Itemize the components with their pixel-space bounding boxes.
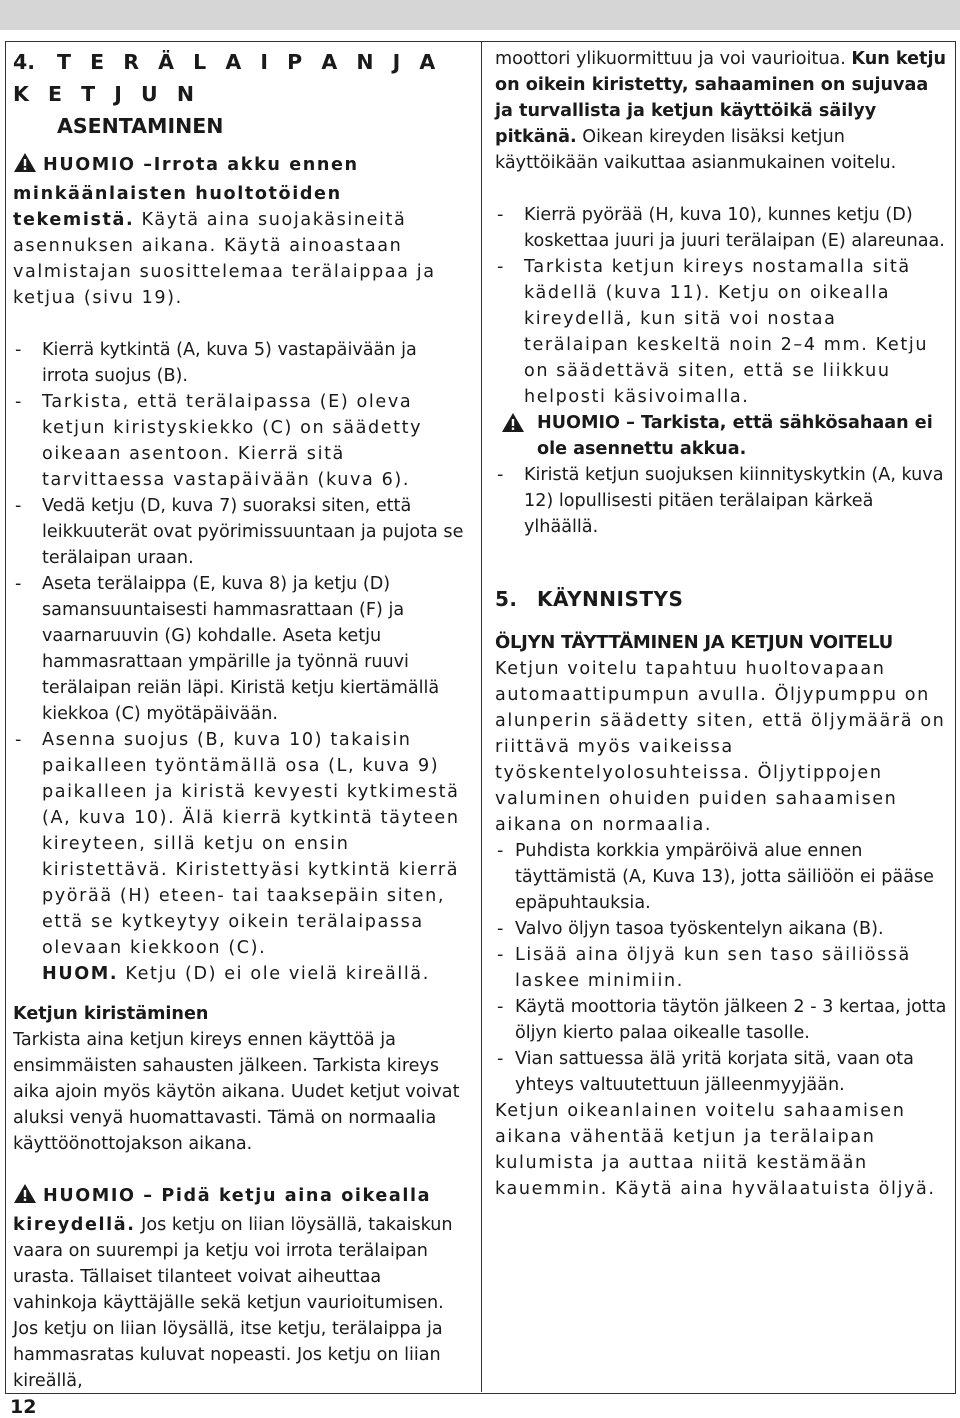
page-number: 12 (10, 1396, 37, 1418)
section-4-heading (13, 46, 467, 142)
list-item: - Vedä ketju (D, kuva 7) suoraksi siten, että leikkuuterät ovat pyörimissuuntaan ja pujota se terälaipan uraan. (13, 493, 467, 571)
note-text: Ketju (D) ei ole vielä kireällä. (118, 964, 430, 984)
continued-bold: Kun ketju on oikein kiristetty, sahaaminen on sujuvaa ja turvallista ja ketjun käyttöikä säilyy pitkänä. (495, 49, 947, 147)
warning-triangle-icon (501, 412, 525, 441)
warning-no-battery (495, 410, 947, 462)
chain-tension-heading: Ketjun kiristäminen (13, 1004, 209, 1024)
list-item-text: Asenna suojus (B, kuva 10) takaisin paikalleen työntämällä osa (L, kuva 9) paikalleen ja kiristä kevyesti kytkimestä (A, kuva 10). Älä kierrä kytkintä täyteen kireyteen, sillä ketju on ensin kiristettävä. Kiristettyäsi kytkintä kierrä pyörää (H) eteen- tai taaksepäin siten, että se kytkeytyy oikein terälaipassa olevaan kiekkoon (C). (42, 730, 460, 958)
list-item: - Käytä moottoria täytön jälkeen 2 - 3 kertaa, jotta öljyn kierto palaa oikealle tasolle. (495, 994, 947, 1046)
continued-text-2: Oikean kireyden lisäksi ketjun käyttöikään vaikuttaa asianmukainen voitelu. (495, 127, 897, 173)
oil-steps-list (495, 838, 947, 1098)
column-divider (481, 41, 482, 1392)
chain-tension-paragraph: Tarkista aina ketjun kireys ennen käyttöä ja ensimmäisten sahausten jälkeen. Tarkista kireys aika ajoin myös käytön aikana. Uudet ketjut voivat aluksi venyä huomattavasti. Tämä on normaalia käyttöönottojakson aikana. (13, 1030, 460, 1154)
list-item: - Valvo öljyn tasoa työskentelyn aikana (B). (495, 916, 947, 942)
tension-steps-list (495, 202, 947, 410)
warning-tension-text: Jos ketju on liian löysällä, takaiskun vaara on suurempi ja ketju voi irrota terälaipan urasta. Tällaiset tilanteet voivat aiheuttaa vahinkoja käyttäjälle sekä ketjun vaurioitumisen. Jos ketju on liian löysällä, itse ketju, terälaippa ja hammasratas kuluvat nopeasti. Jos ketju on liian kireällä, (13, 1215, 453, 1391)
section-4-number: 4. (13, 50, 36, 74)
list-item: - Tarkista, että terälaipassa (E) oleva ketjun kiristyskiekko (C) on säädetty oikeaan asentoon. Kierrä sitä tarvittaessa vastapäivään (kuva 6). (13, 389, 467, 493)
section-5-heading (495, 586, 947, 612)
warning-battery-text: Käytä aina suojakäsineitä asennuksen aikana. Käytä ainoastaan valmistajan suosittelemaa terälaippaa ja ketjua (sivu 19). (13, 210, 436, 308)
list-item: - Vian sattuessa älä yritä korjata sitä, vaan ota yhteys valtuutettuun jälleenmyyjään. (495, 1046, 947, 1098)
warning-triangle-icon (13, 152, 37, 181)
section-4-title-line1: T E R Ä L A I P A N J A K E T J U N (13, 50, 442, 106)
list-item: - Tarkista ketjun kireys nostamalla sitä kädellä (kuva 11). Ketju on oikealla kireydellä, kun sitä voi nostaa terälaipan keskeltä noin 2–4 mm. Ketju on säädettävä siten, että se liikkuu helposti käsivoimalla. (495, 254, 947, 410)
list-item: - Aseta terälaippa (E, kuva 8) ja ketju (D) samansuuntaisesti hammasrattaan (F) ja vaarnaruuvin (G) kohdalle. Aseta ketju hammasrattaan ympärille ja työnnä ruuvi terälaipan reiän läpi. Kiristä ketju kiertämällä kiekkoa (C) myötäpäivään. (13, 571, 467, 727)
viewer-top-bar (0, 0, 960, 30)
warning-no-battery-text: HUOMIO – Tarkista, että sähkösahaan ei ole asennettu akkua. (537, 413, 933, 459)
list-item: - Puhdista korkkia ympäröivä alue ennen täyttämistä (A, Kuva 13), jotta säiliöön ei pääse epäpuhtauksia. (495, 838, 947, 916)
final-step-list (495, 462, 947, 540)
section-5-title: KÄYNNISTYS (537, 587, 684, 611)
list-item: - Kierrä pyörää (H, kuva 10), kunnes ketju (D) koskettaa juuri ja juuri terälaipan (E) alareunaa. (495, 202, 947, 254)
list-item: - Kiristä ketjun suojuksen kiinnityskytkin (A, kuva 12) lopullisesti pitäen terälaipan kärkeä ylhäällä. (495, 462, 947, 540)
note-label: HUOM. (42, 964, 119, 984)
list-item (13, 727, 467, 987)
oil-heading: ÖLJYN TÄYTTÄMINEN JA KETJUN VOITELU (495, 632, 893, 653)
right-column (495, 46, 947, 1202)
section-5-number: 5. (495, 587, 518, 611)
warning-tension (13, 1183, 467, 1394)
section-4-title-line2: ASENTAMINEN (57, 114, 224, 138)
warning-triangle-icon (13, 1183, 37, 1212)
continued-text: moottori ylikuormittuu ja voi vaurioitua. (495, 49, 852, 69)
oil-paragraph: Ketjun voitelu tapahtuu huoltovapaan automaattipumpun avulla. Öljypumppu on alunperin säädetty siten, että öljymäärä on riittävä myös vaikeissa työskentelyolosuhteissa. Öljytippojen valuminen ohuiden puiden sahaamisen aikana on normaalia. (495, 659, 946, 835)
list-item: - Kierrä kytkintä (A, kuva 5) vastapäivään ja irrota suojus (B). (13, 337, 467, 389)
warning-battery (13, 152, 467, 311)
assembly-steps-list (13, 337, 467, 987)
list-item: - Lisää aina öljyä kun sen taso säiliössä laskee minimiin. (495, 942, 947, 994)
continued-paragraph (495, 46, 947, 176)
warning-battery-bold: HUOMIO –Irrota akku ennen minkäänlaisten huoltotöiden tekemistä. (13, 155, 359, 230)
warning-tension-bold: HUOMIO – Pidä ketju aina oikealla kireydellä. (13, 1186, 432, 1235)
lubrication-paragraph: Ketjun oikeanlainen voitelu sahaamisen aikana vähentää ketjun ja terälaipan kulumista ja auttaa niitä kestämään kauemmin. Käytä aina hyvälaatuista öljyä. (495, 1101, 936, 1199)
left-column (13, 46, 467, 1394)
